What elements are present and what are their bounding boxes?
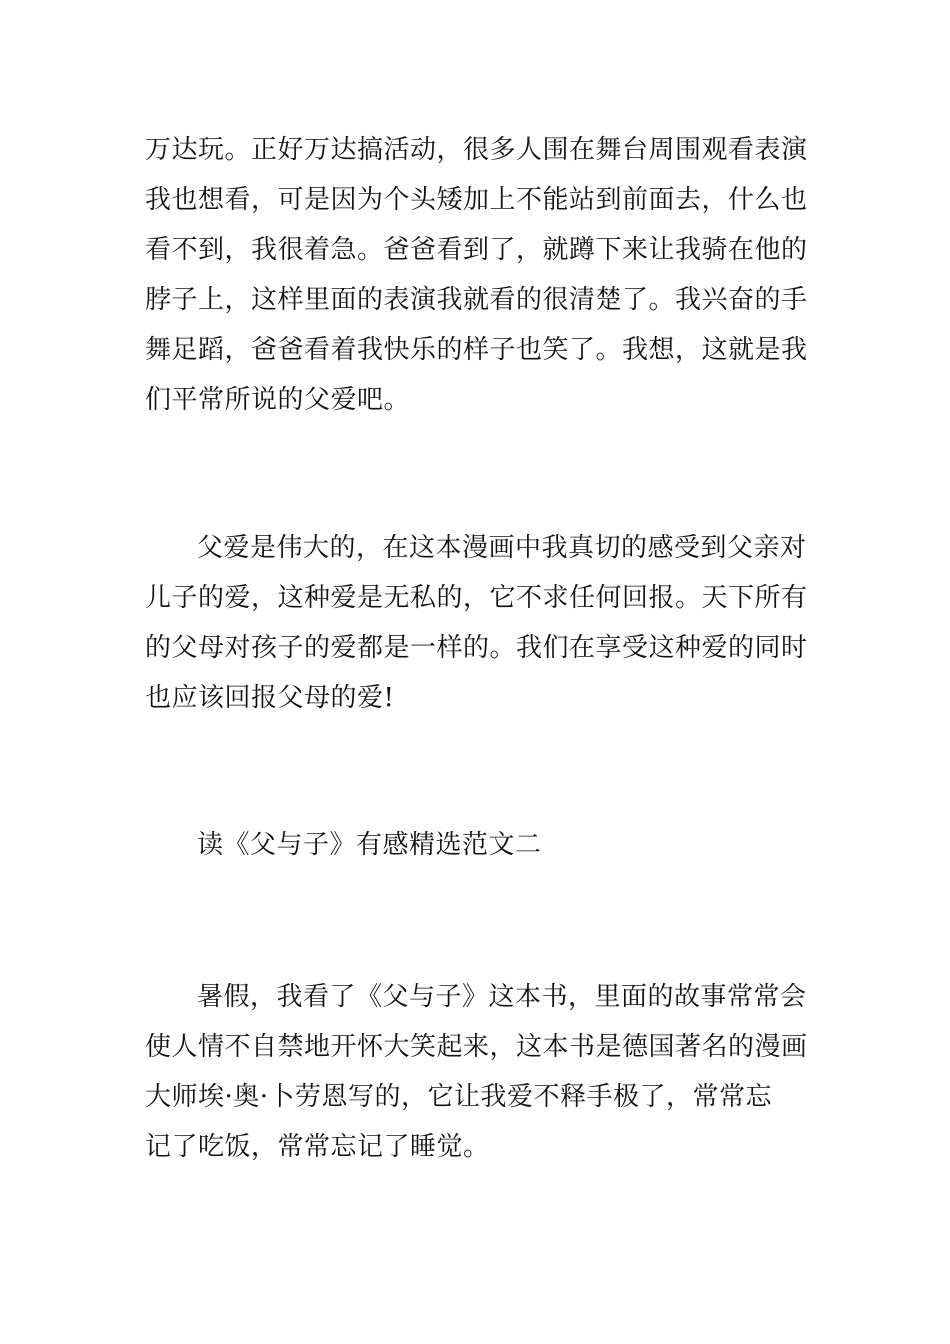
text-line: 们平常所说的父爱吧。 — [145, 385, 411, 415]
text-line: 儿子的爱，这种爱是无私的，它不求任何回报。天下所有 — [145, 583, 808, 613]
section-heading — [145, 820, 815, 870]
text-line: 使人情不自禁地开怀大笑起来，这本书是德国著名的漫画 — [145, 1032, 808, 1062]
text-line: 看不到，我很着急。爸爸看到了，就蹲下来让我骑在他的 — [145, 235, 808, 265]
heading-text: 读《父与子》有感精选范文二 — [197, 830, 542, 860]
text-line: 我也想看，可是因为个头矮加上不能站到前面去，什么也 — [145, 185, 808, 215]
text-line: 的父母对孩子的爱都是一样的。我们在享受这种爱的同时 — [145, 633, 808, 663]
paragraph-father-carries-child — [145, 125, 815, 425]
text-line: 脖子上，这样里面的表演我就看的很清楚了。我兴奋的手 — [145, 285, 808, 315]
text-line: 暑假，我看了《父与子》这本书，里面的故事常常会 — [197, 982, 807, 1012]
text-line: 万达玩。正好万达搞活动，很多人围在舞台周围观看表演 — [145, 135, 808, 165]
paragraph-summer-reading — [145, 972, 815, 1172]
paragraph-fatherly-love — [145, 523, 815, 723]
text-line: 父爱是伟大的，在这本漫画中我真切的感受到父亲对 — [197, 533, 807, 563]
text-line: 记了吃饭，常常忘记了睡觉。 — [145, 1132, 490, 1162]
text-line: 大师埃·奥·卜劳恩写的，它让我爱不释手极了，常常忘 — [145, 1082, 773, 1112]
text-line: 也应该回报父母的爱! — [145, 683, 395, 713]
text-line: 舞足蹈，爸爸看着我快乐的样子也笑了。我想，这就是我 — [145, 335, 808, 365]
